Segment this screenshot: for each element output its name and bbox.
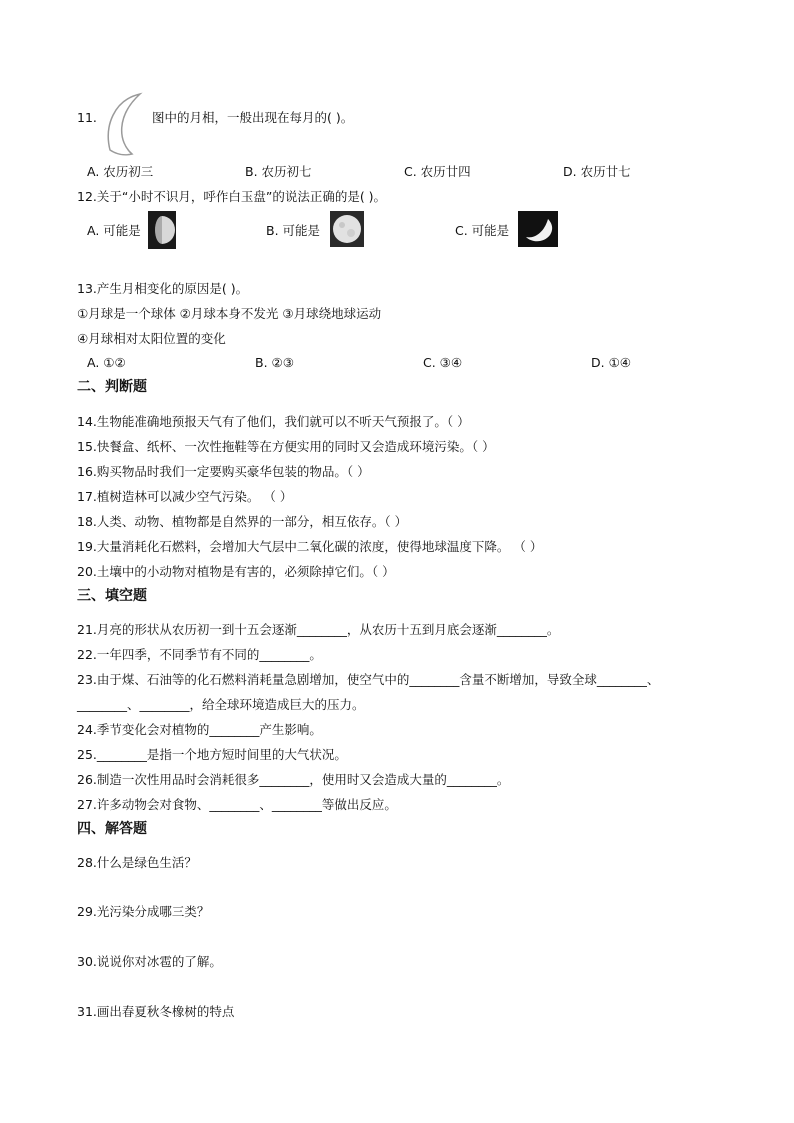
fill-item-23-cont: ________、________，给全球环境造成巨大的压力。	[77, 697, 365, 712]
fill-item-22: 22.一年四季，不同季节有不同的________。	[77, 647, 322, 662]
section-answer-title: 四、解答题	[77, 821, 147, 837]
answer-item-30: 30.说说你对冰雹的了解。	[77, 954, 222, 969]
section-judge-title: 二、判断题	[77, 379, 147, 395]
q13-option-a[interactable]: A. ①②	[87, 355, 126, 370]
crescent-moon-image	[518, 211, 558, 247]
section-fill-title: 三、填空题	[77, 588, 147, 604]
judge-item-17: 17.植树造林可以减少空气污染。 （ ）	[77, 489, 293, 504]
q11-option-a[interactable]: A. 农历初三	[87, 164, 154, 179]
answer-item-31: 31.画出春夏秋冬橡树的特点	[77, 1004, 235, 1019]
fill-item-27: 27.许多动物会对食物、________、________等做出反应。	[77, 797, 397, 812]
q13-option-c[interactable]: C. ③④	[423, 355, 463, 370]
judge-item-20: 20.土壤中的小动物对植物是有害的，必须除掉它们。（ ）	[77, 564, 395, 579]
q13-statements-1: ①月球是一个球体 ②月球本身不发光 ③月球绕地球运动	[77, 306, 382, 321]
q11-option-d[interactable]: D. 农历廿七	[563, 164, 631, 179]
q12-question: 12.关于“小时不识月，呼作白玉盘”的说法正确的是( )。	[77, 189, 387, 204]
half-moon-image	[148, 211, 176, 249]
fill-item-26: 26.制造一次性用品时会消耗很多________，使用时又会造成大量的________。	[77, 772, 510, 787]
fill-item-21: 21.月亮的形状从农历初一到十五会逐渐________，从农历十五到月底会逐渐________。	[77, 622, 560, 637]
answer-item-28: 28.什么是绿色生活？	[77, 855, 197, 870]
q12-option-b[interactable]: B. 可能是	[266, 223, 321, 238]
q11-option-b[interactable]: B. 农历初七	[245, 164, 312, 179]
q12-option-c[interactable]: C. 可能是	[455, 223, 510, 238]
fill-item-25: 25.________是指一个地方短时间里的大气状况。	[77, 747, 347, 762]
fill-item-23: 23.由于煤、石油等的化石燃料消耗量急剧增加，使空气中的________含量不断增加，导致全球________、	[77, 672, 660, 687]
judge-item-19: 19.大量消耗化石燃料，会增加大气层中二氧化碳的浓度，使得地球温度下降。 （ ）	[77, 539, 543, 554]
q11-option-c[interactable]: C. 农历廿四	[404, 164, 471, 179]
q11-crescent-moon-image	[96, 90, 150, 158]
judge-item-18: 18.人类、动物、植物都是自然界的一部分，相互依存。（ ）	[77, 514, 408, 529]
full-moon-image	[330, 211, 364, 247]
q13-option-b[interactable]: B. ②③	[255, 355, 294, 370]
fill-item-24: 24.季节变化会对植物的________产生影响。	[77, 722, 322, 737]
q11-number: 11.	[77, 110, 97, 125]
q13-question: 13.产生月相变化的原因是( )。	[77, 281, 249, 296]
q11-question: 图中的月相，一般出现在每月的( )。	[152, 110, 354, 125]
q13-option-d[interactable]: D. ①④	[591, 355, 631, 370]
judge-item-14: 14.生物能准确地预报天气有了他们，我们就可以不听天气预报了。（ ）	[77, 414, 470, 429]
q13-statements-2: ④月球相对太阳位置的变化	[77, 331, 226, 346]
judge-item-16: 16.购买物品时我们一定要购买豪华包装的物品。（ ）	[77, 464, 370, 479]
judge-item-15: 15.快餐盒、纸杯、一次性拖鞋等在方便实用的同时又会造成环境污染。（ ）	[77, 439, 495, 454]
answer-item-29: 29.光污染分成哪三类？	[77, 904, 210, 919]
q12-option-a[interactable]: A. 可能是	[87, 223, 141, 238]
